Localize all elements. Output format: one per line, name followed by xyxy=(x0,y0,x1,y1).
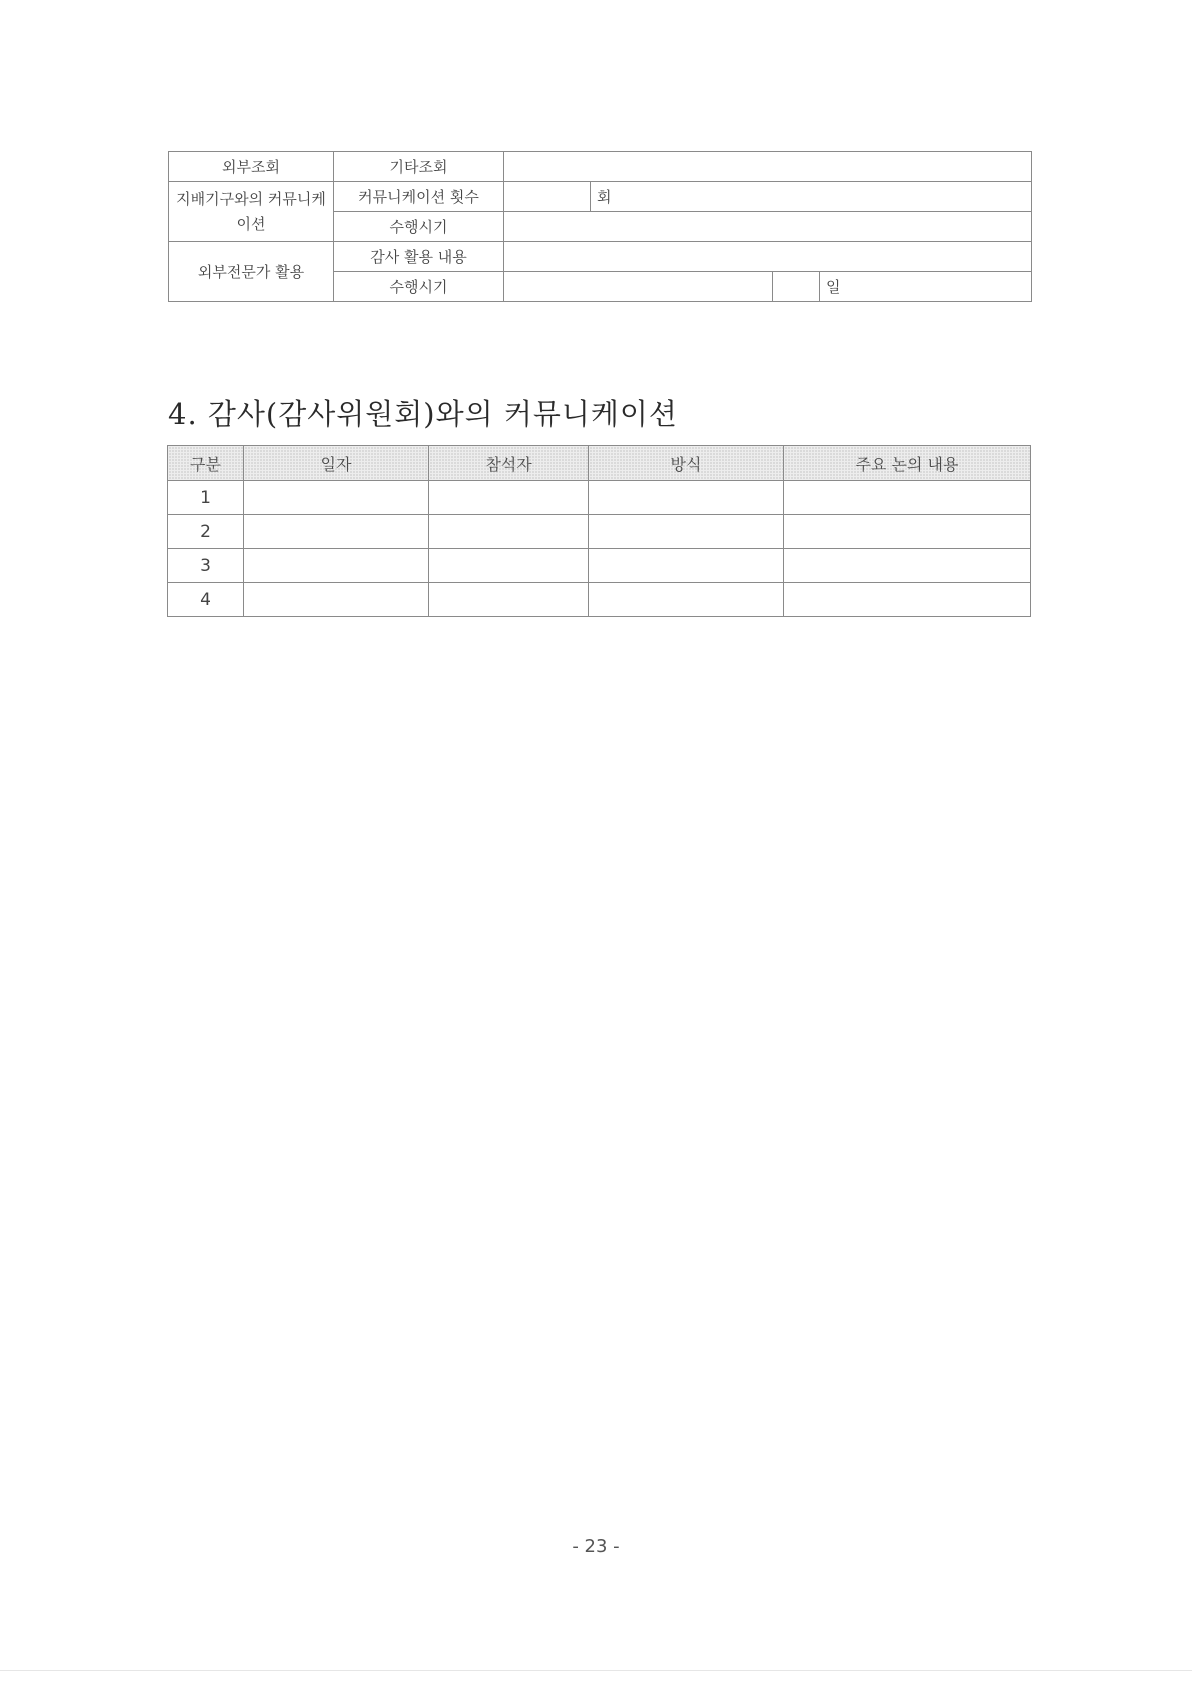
value-cell[interactable] xyxy=(504,212,1032,242)
attendees-cell[interactable] xyxy=(429,481,589,515)
table-row xyxy=(169,242,1032,272)
category-cell: 지배기구와의 커뮤니케이션 xyxy=(169,182,334,242)
date-cell[interactable] xyxy=(244,549,429,583)
value-cell[interactable] xyxy=(504,152,1032,182)
header-no: 구분 xyxy=(168,446,244,481)
row-number: 2 xyxy=(168,515,244,549)
page-number: - 23 - xyxy=(572,1536,620,1557)
header-topics: 주요 논의 내용 xyxy=(784,446,1031,481)
table-row xyxy=(168,515,1031,549)
item-cell: 커뮤니케이션 횟수 xyxy=(334,182,504,212)
item-cell: 감사 활용 내용 xyxy=(334,242,504,272)
method-cell[interactable] xyxy=(589,481,784,515)
table-row xyxy=(169,182,1032,212)
table-row xyxy=(168,481,1031,515)
table-row xyxy=(169,152,1032,182)
unit-label: 회 xyxy=(591,182,1032,212)
method-cell[interactable] xyxy=(589,549,784,583)
value-cell[interactable] xyxy=(504,242,1032,272)
audit-committee-communication-table xyxy=(167,445,1031,617)
category-cell: 외부전문가 활용 xyxy=(169,242,334,302)
topics-cell[interactable] xyxy=(784,583,1031,617)
table-header-row xyxy=(168,446,1031,481)
unit-label: 일 xyxy=(820,272,1032,302)
page-edge xyxy=(0,1670,1192,1671)
table-row xyxy=(168,549,1031,583)
section-heading: 4. 감사(감사위원회)와의 커뮤니케이션 xyxy=(168,397,678,431)
external-procedures-table xyxy=(168,151,1032,302)
date-cell[interactable] xyxy=(244,481,429,515)
row-number: 4 xyxy=(168,583,244,617)
header-date: 일자 xyxy=(244,446,429,481)
header-attendees: 참석자 xyxy=(429,446,589,481)
method-cell[interactable] xyxy=(589,583,784,617)
category-cell: 외부조회 xyxy=(169,152,334,182)
item-cell: 수행시기 xyxy=(334,272,504,302)
topics-cell[interactable] xyxy=(784,549,1031,583)
date-cell[interactable] xyxy=(244,583,429,617)
attendees-cell[interactable] xyxy=(429,549,589,583)
topics-cell[interactable] xyxy=(784,515,1031,549)
item-cell: 수행시기 xyxy=(334,212,504,242)
value-cell[interactable] xyxy=(504,272,773,302)
row-number: 1 xyxy=(168,481,244,515)
table-row xyxy=(168,583,1031,617)
method-cell[interactable] xyxy=(589,515,784,549)
topics-cell[interactable] xyxy=(784,481,1031,515)
date-cell[interactable] xyxy=(244,515,429,549)
item-cell: 기타조회 xyxy=(334,152,504,182)
days-value-cell[interactable] xyxy=(773,272,820,302)
value-cell[interactable] xyxy=(504,182,591,212)
attendees-cell[interactable] xyxy=(429,515,589,549)
header-method: 방식 xyxy=(589,446,784,481)
row-number: 3 xyxy=(168,549,244,583)
attendees-cell[interactable] xyxy=(429,583,589,617)
